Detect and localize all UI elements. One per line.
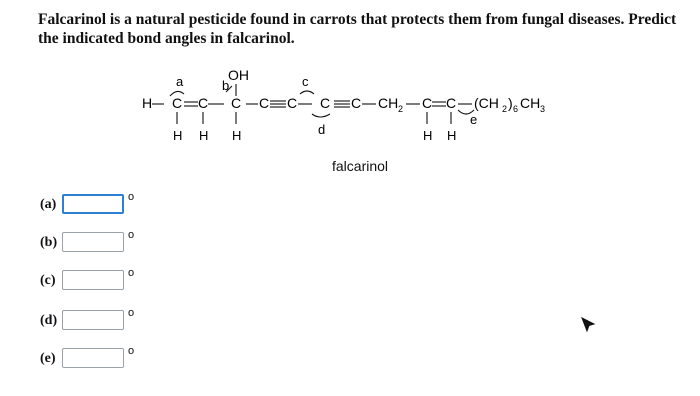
atom-c3: C [231,95,242,111]
atom-c9: C [446,95,457,111]
atom-c4: C [259,95,270,111]
angle-label-c: c [302,74,309,89]
degree-symbol-c: o [128,267,135,279]
atom-ch2-subscript: 2 [398,104,404,114]
tail-sub-3: 3 [540,104,546,114]
angle-label-a: a [176,74,184,89]
angle-label-d: d [318,122,326,137]
answer-row-c [40,267,180,294]
atom-ch2: CH [378,95,399,111]
atom-c5: C [287,95,298,111]
answer-row-e [40,345,180,372]
atom-c1: C [172,95,183,111]
question-text: Falcarinol is a natural pesticide found in carrots that protects them from fungal diseases. Predict the indicated bond angles in falcarinol. [38,11,677,47]
atom-c7: C [351,95,362,111]
falcarinol-structure [140,62,620,162]
tail-sub-1: 2 [502,104,508,114]
answer-input-e[interactable] [62,348,124,368]
atom-h-bottom-1: H [173,128,183,143]
answer-input-d[interactable] [62,310,124,330]
atom-h-left: H [142,95,153,111]
atom-h-bottom-3: H [232,128,242,143]
degree-symbol-a: o [128,191,135,203]
degree-symbol-b: o [128,229,135,241]
atom-oh: OH [228,67,249,83]
answer-label-b: (b) [40,235,58,250]
tail-part-a: (CH [474,95,499,111]
answer-label-a: (a) [40,197,57,212]
angle-label-e: e [470,112,478,127]
answer-label-e: (e) [40,351,56,366]
answer-label-d: (d) [40,313,58,328]
answer-input-b[interactable] [62,232,124,252]
atom-h-bottom-5: H [447,128,457,143]
tail-sub-2: 6 [513,104,519,114]
molecule-caption: falcarinol [332,158,389,174]
degree-symbol-d: o [128,307,135,319]
tail-part-c: CH [520,95,541,111]
atom-c2: C [198,95,209,111]
answer-input-c[interactable] [62,270,124,290]
degree-symbol-e: o [128,345,135,357]
answer-row-a [40,191,180,218]
atom-c6: C [320,95,331,111]
answer-input-a[interactable] [62,194,124,214]
answer-label-c: (c) [40,273,56,288]
mouse-pointer-icon [580,316,598,334]
tail-part-b: ) [508,95,513,111]
structure-diagram [140,62,620,162]
atom-h-bottom-2: H [199,128,209,143]
answer-row-b [40,229,180,256]
answer-row-d [40,307,180,334]
atom-h-bottom-4: H [423,128,433,143]
angle-label-b: b [222,78,230,93]
atom-c8: C [422,95,433,111]
